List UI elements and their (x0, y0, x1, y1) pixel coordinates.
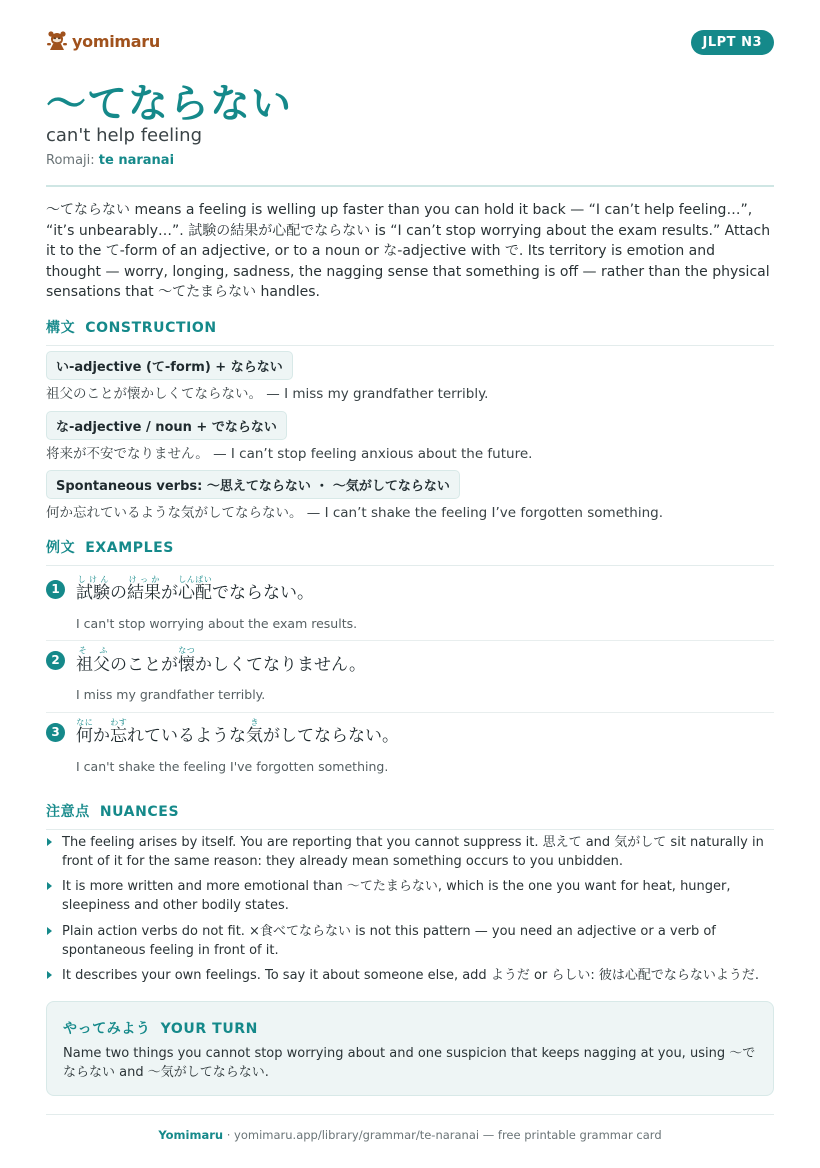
jlpt-level-badge: JLPT N3 (691, 30, 774, 55)
nuance-text: It is more written and more emotional than 〜てたまらない, which is the one you want for heat, hunger, sleepiness and other bodily states. (62, 879, 731, 913)
furigana-reading: なつ (178, 646, 195, 655)
examples-heading-en: EXAMPLES (85, 540, 174, 556)
furigana-word: 祖父そ ふ (76, 646, 110, 675)
construction-heading-en: CONSTRUCTION (85, 320, 217, 336)
construction-pattern: な-adjective / noun + でならない (46, 411, 287, 440)
footer (46, 1128, 774, 1142)
footer-text: · yomimaru.app/library/grammar/te-naranai — free printable grammar card (223, 1128, 662, 1142)
furigana-reading: き (246, 718, 263, 727)
sentence-text: が (161, 583, 178, 603)
example-number: 3 (46, 723, 65, 742)
raccoon-logo-icon (46, 30, 68, 52)
construction-example: 将来が不安でなりません。 — I can’t stop feeling anxious about the future. (46, 446, 533, 462)
your-turn-body: Name two things you cannot stop worrying about and one suspicion that keeps nagging at you, using 〜でならない and 〜気がしてならない. (63, 1046, 756, 1080)
romaji-label: Romaji: (46, 153, 95, 168)
sentence-text: の (110, 583, 127, 603)
sentence-text: かしくてなりません。 (195, 655, 367, 675)
header (46, 30, 774, 58)
footer-divider (46, 1114, 774, 1115)
footer-brand: Yomimaru (158, 1128, 224, 1142)
example-sentence (76, 646, 366, 675)
your-turn-heading-en: YOUR TURN (160, 1021, 258, 1037)
furigana-reading: しんぱい (178, 575, 212, 584)
nuances-heading-jp: 注意点 (46, 804, 90, 820)
brand-name: yomimaru (72, 31, 160, 51)
bullet-triangle-icon (47, 971, 52, 979)
your-turn-heading-jp: やってみよう (63, 1021, 151, 1037)
example-sentence (76, 718, 399, 746)
bullet-triangle-icon (47, 927, 52, 935)
examples-heading (46, 537, 774, 566)
sentence-text: がしてならない。 (263, 726, 399, 746)
nuances-heading-en: NUANCES (99, 804, 180, 820)
construction-heading (46, 317, 774, 346)
furigana-reading: わす (110, 718, 127, 727)
sentence-text: でならない。 (212, 583, 314, 603)
nuances-heading (46, 801, 774, 830)
construction-heading-jp: 構文 (46, 320, 76, 336)
bullet-triangle-icon (47, 882, 52, 890)
sentence-text: のことが (110, 655, 178, 675)
sentence-text: か (93, 726, 110, 746)
furigana-reading: けっか (127, 575, 161, 584)
example-divider (46, 640, 774, 641)
nuance-text: It describes your own feelings. To say it about someone else, add ようだ or らしい: 彼は心配でならないようだ. (62, 968, 760, 983)
example-number: 2 (46, 651, 65, 670)
example-translation: I can't stop worrying about the exam results. (76, 616, 358, 631)
nuance-text: The feeling arises by itself. You are reporting that you cannot suppress it. 思えて and 気がして sit naturally in front of it for the same reason: they already mean something occurs to you unbidden. (62, 835, 764, 869)
nuance-text: Plain action verbs do not fit. ×食べてならない is not this pattern — you need an adjective or a verb of spontaneous feeling in front of it. (62, 924, 716, 958)
example-divider (46, 712, 774, 713)
furigana-word: 気き (246, 718, 263, 746)
construction-example: 何か忘れているような気がしてならない。 — I can’t shake the feeling I’ve forgotten something. (46, 505, 664, 521)
furigana-word: 心配しんぱい (178, 575, 212, 603)
header-divider (46, 185, 774, 187)
furigana-word: 何なに (76, 718, 93, 746)
your-turn-panel (46, 1001, 774, 1096)
example-translation: I miss my grandfather terribly. (76, 687, 266, 702)
romaji-line (46, 153, 174, 168)
nuance-item (46, 966, 774, 985)
your-turn-heading (63, 1018, 258, 1038)
furigana-reading: なに (76, 718, 93, 727)
furigana-word: 懐なつ (178, 646, 195, 675)
bullet-triangle-icon (47, 838, 52, 846)
nuance-item (46, 877, 774, 915)
romaji-value: te naranai (98, 153, 175, 168)
brand (46, 30, 160, 52)
furigana-word: 試験しけん (76, 575, 110, 603)
nuance-item (46, 833, 774, 871)
construction-example: 祖父のことが懐かしくてならない。 — I miss my grandfather terribly. (46, 386, 489, 402)
example-sentence (76, 575, 314, 603)
construction-pattern: い-adjective (て-form) + ならない (46, 351, 293, 380)
sentence-text: れているような (127, 726, 246, 746)
construction-pattern: Spontaneous verbs: 〜思えてならない ・ 〜気がしてならない (46, 470, 460, 499)
example-translation: I can't shake the feeling I've forgotten something. (76, 759, 389, 774)
page-title: 〜てならない (46, 81, 292, 127)
examples-heading-jp: 例文 (46, 540, 76, 556)
nuance-item (46, 922, 774, 960)
example-number: 1 (46, 580, 65, 599)
intro-paragraph: 〜てならない means a feeling is welling up faster than you can hold it back — “I can’t help feeling…”, “it’s unbearably…”. 試験の結果が心配でならない is “I can’t stop worrying about the exam results.” Attach it to the て-form of an adjective, or to a noun or な-adjective with で. Its territory is emotion and thought — worry, longing, sadness, the nagging sense that something is off — rather than the physical sensations that 〜てたまらない handles. (46, 202, 771, 300)
page-subtitle: can't help feeling (46, 125, 203, 146)
furigana-word: 結果けっか (127, 575, 161, 603)
furigana-reading: しけん (76, 575, 110, 584)
furigana-word: 忘わす (110, 718, 127, 746)
furigana-reading: そ ふ (76, 646, 110, 655)
